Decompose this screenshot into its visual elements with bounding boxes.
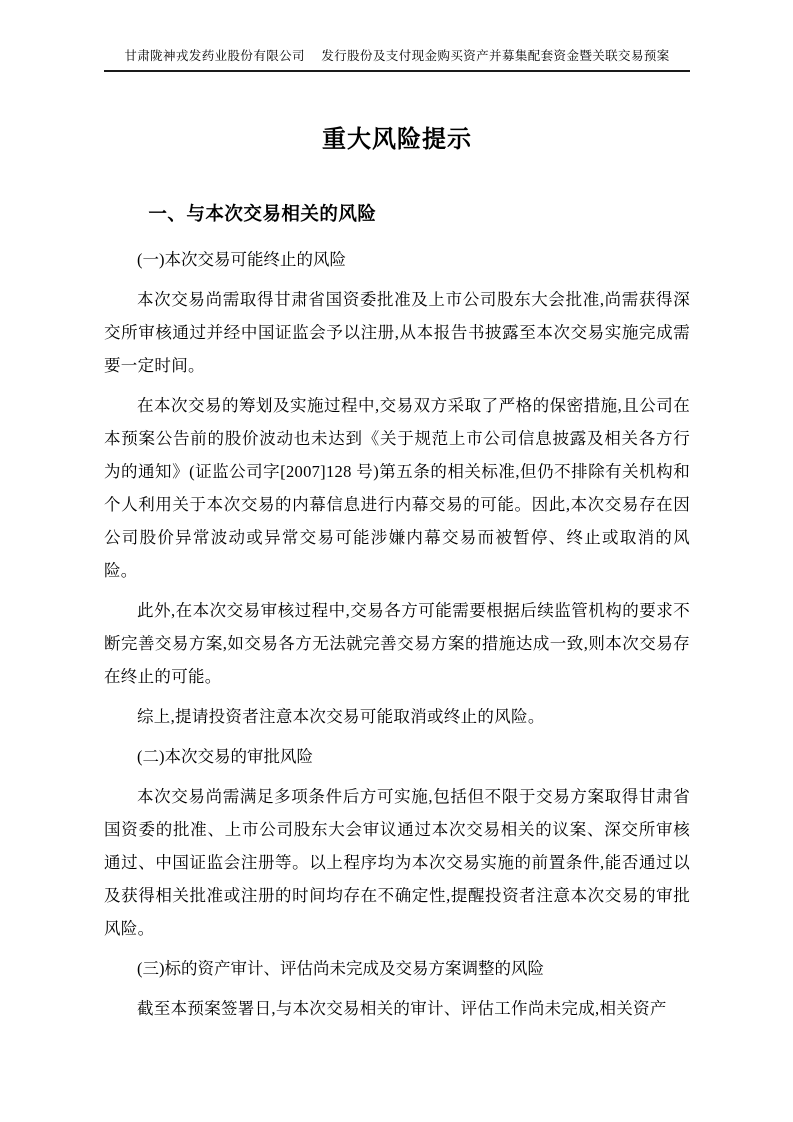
paragraph: 综上,提请投资者注意本次交易可能取消或终止的风险。 <box>137 707 545 727</box>
paragraph: 本次交易尚需取得甘肃省国资委批准及上市公司股东大会批准,尚需获得深交所审核通过并经中国证监会予以注册,从本报告书披露至本次交易实施完成需要一定时间。 <box>104 290 690 376</box>
subheading-audit-valuation-risk: (三)标的资产审计、评估尚未完成及交易方案调整的风险 <box>137 959 544 979</box>
document-body <box>104 243 690 1025</box>
paragraph: 截至本预案签署日,与本次交易相关的审计、评估工作尚未完成,相关资产 <box>137 999 667 1019</box>
paragraph: 此外,在本次交易审核过程中,交易各方可能需要根据后续监管机构的要求不断完善交易方案,如交易各方无法就完善交易方案的措施达成一致,则本次交易存在终止的可能。 <box>104 601 690 687</box>
page-header: 甘肃陇神戎发药业股份有限公司 发行股份及支付现金购买资产并募集配套资金暨关联交易预案 <box>104 47 690 72</box>
paragraph: 在本次交易的筹划及实施过程中,交易双方采取了严格的保密措施,且公司在本预案公告前的股价波动也未达到《关于规范上市公司信息披露及相关各方行为的通知》(证监公司字[2007]128 号)第五条的相关标准,但仍不排除有关机构和个人利用关于本次交易的内幕信息进行内幕交易的可能。因此,本次交易存在因公司股价异常波动或异常交易可能涉嫌内幕交易而被暂停、终止或取消的风险。 <box>104 396 690 581</box>
section-heading: 一、与本次交易相关的风险 <box>148 205 377 225</box>
subheading-approval-risk: (二)本次交易的审批风险 <box>137 747 313 767</box>
page-title: 重大风险提示 <box>322 127 472 153</box>
subheading-risk-termination: (一)本次交易可能终止的风险 <box>137 250 346 270</box>
paragraph: 本次交易尚需满足多项条件后方可实施,包括但不限于交易方案取得甘肃省国资委的批准、上市公司股东大会审议通过本次交易相关的议案、深交所审核通过、中国证监会注册等。以上程序均为本次交易实施的前置条件,能否通过以及获得相关批准或注册的时间均存在不确定性,提醒投资者注意本次交易的审批风险。 <box>104 787 690 939</box>
